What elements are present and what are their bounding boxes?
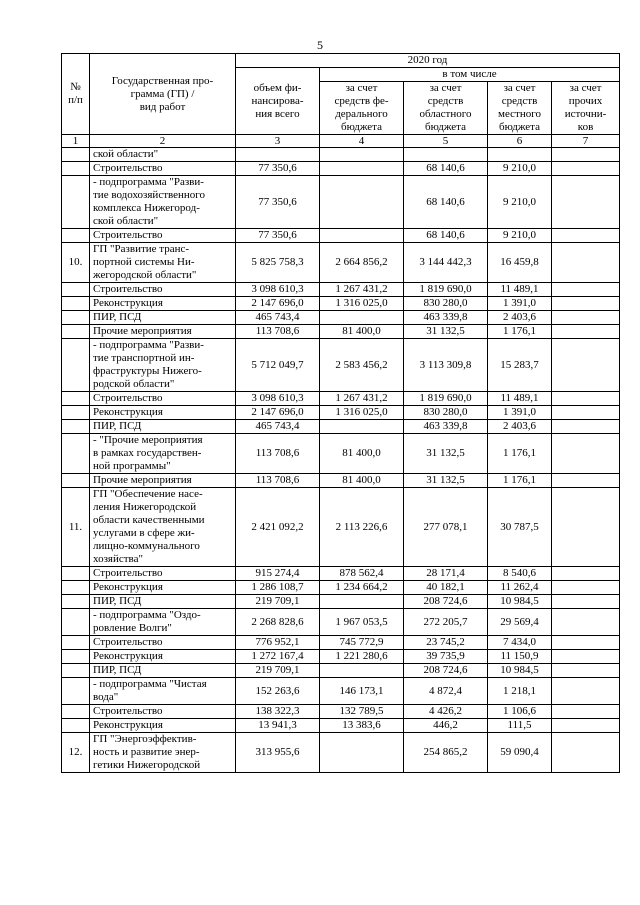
row-number xyxy=(62,434,90,474)
regional-amount: 463 339,8 xyxy=(404,420,488,434)
column-index-row xyxy=(62,135,620,148)
program-name: ПИР, ПСД xyxy=(90,311,236,325)
col-index: 6 xyxy=(488,135,552,148)
program-name: Строительство xyxy=(90,705,236,719)
financing-table xyxy=(61,53,620,773)
table-row xyxy=(62,434,620,474)
table-row xyxy=(62,678,620,705)
local-amount: 8 540,6 xyxy=(488,567,552,581)
program-name: ПИР, ПСД xyxy=(90,420,236,434)
program-name: Прочие мероприятия xyxy=(90,474,236,488)
row-number xyxy=(62,162,90,176)
local-amount: 111,5 xyxy=(488,719,552,733)
col-index: 1 xyxy=(62,135,90,148)
total-amount: 1 286 108,7 xyxy=(236,581,320,595)
local-amount: 16 459,8 xyxy=(488,243,552,283)
program-name: Строительство xyxy=(90,283,236,297)
total-amount: 2 421 092,2 xyxy=(236,488,320,567)
program-name: Строительство xyxy=(90,229,236,243)
table-row xyxy=(62,148,620,162)
local-amount: 9 210,0 xyxy=(488,176,552,229)
local-amount: 1 176,1 xyxy=(488,325,552,339)
local-amount: 1 218,1 xyxy=(488,678,552,705)
other-amount xyxy=(552,176,620,229)
other-amount xyxy=(552,474,620,488)
row-number xyxy=(62,339,90,392)
total-amount: 77 350,6 xyxy=(236,176,320,229)
regional-amount: 208 724,6 xyxy=(404,664,488,678)
federal-amount xyxy=(320,229,404,243)
regional-amount: 3 144 442,3 xyxy=(404,243,488,283)
total-amount: 113 708,6 xyxy=(236,474,320,488)
table-row xyxy=(62,339,620,392)
total-amount: 113 708,6 xyxy=(236,434,320,474)
other-amount xyxy=(552,325,620,339)
program-name: Строительство xyxy=(90,567,236,581)
total-amount: 5 825 758,3 xyxy=(236,243,320,283)
table-row xyxy=(62,488,620,567)
program-name: Строительство xyxy=(90,162,236,176)
table-row xyxy=(62,162,620,176)
row-number xyxy=(62,474,90,488)
row-number xyxy=(62,581,90,595)
federal-amount: 1 267 431,2 xyxy=(320,283,404,297)
federal-amount xyxy=(320,176,404,229)
total-amount: 313 955,6 xyxy=(236,733,320,773)
local-amount: 1 176,1 xyxy=(488,474,552,488)
federal-amount: 132 789,5 xyxy=(320,705,404,719)
header-year: 2020 год xyxy=(236,54,620,68)
table-row xyxy=(62,567,620,581)
row-number xyxy=(62,148,90,162)
local-amount: 29 569,4 xyxy=(488,609,552,636)
regional-amount: 446,2 xyxy=(404,719,488,733)
other-amount xyxy=(552,297,620,311)
other-amount xyxy=(552,705,620,719)
program-name: Прочие мероприятия xyxy=(90,325,236,339)
local-amount: 2 403,6 xyxy=(488,311,552,325)
total-amount: 152 263,6 xyxy=(236,678,320,705)
total-amount: 113 708,6 xyxy=(236,325,320,339)
row-number xyxy=(62,636,90,650)
local-amount: 1 106,6 xyxy=(488,705,552,719)
table-row xyxy=(62,243,620,283)
local-amount: 11 262,4 xyxy=(488,581,552,595)
program-name: Строительство xyxy=(90,392,236,406)
col-index: 3 xyxy=(236,135,320,148)
program-name: ПИР, ПСД xyxy=(90,595,236,609)
regional-amount: 31 132,5 xyxy=(404,325,488,339)
other-amount xyxy=(552,595,620,609)
regional-amount: 28 171,4 xyxy=(404,567,488,581)
table-row xyxy=(62,664,620,678)
regional-amount: 1 819 690,0 xyxy=(404,283,488,297)
total-amount: 5 712 049,7 xyxy=(236,339,320,392)
row-number: 12. xyxy=(62,733,90,773)
other-amount xyxy=(552,581,620,595)
row-number xyxy=(62,325,90,339)
program-name: ГП "Обеспечение насе- ления Нижегородской области качественными услугами в сфере жи- лищно-коммунального хозяйства" xyxy=(90,488,236,567)
header-total: объем фи- нансирова- ния всего xyxy=(236,68,320,135)
header-regional: за счет средств областного бюджета xyxy=(404,82,488,135)
table-row xyxy=(62,283,620,297)
program-name: ПИР, ПСД xyxy=(90,664,236,678)
federal-amount xyxy=(320,148,404,162)
regional-amount: 31 132,5 xyxy=(404,434,488,474)
total-amount: 1 272 167,4 xyxy=(236,650,320,664)
local-amount: 11 150,9 xyxy=(488,650,552,664)
header-local: за счет средств местного бюджета xyxy=(488,82,552,135)
federal-amount xyxy=(320,311,404,325)
federal-amount: 1 316 025,0 xyxy=(320,297,404,311)
other-amount xyxy=(552,488,620,567)
local-amount: 59 090,4 xyxy=(488,733,552,773)
row-number xyxy=(62,297,90,311)
row-number xyxy=(62,705,90,719)
local-amount: 9 210,0 xyxy=(488,162,552,176)
program-name: - подпрограмма "Чистая вода" xyxy=(90,678,236,705)
total-amount: 77 350,6 xyxy=(236,229,320,243)
regional-amount: 208 724,6 xyxy=(404,595,488,609)
total-amount: 2 147 696,0 xyxy=(236,297,320,311)
other-amount xyxy=(552,719,620,733)
other-amount xyxy=(552,311,620,325)
row-number xyxy=(62,406,90,420)
page-number: 5 xyxy=(317,38,323,52)
other-amount xyxy=(552,392,620,406)
federal-amount: 1 221 280,6 xyxy=(320,650,404,664)
federal-amount: 878 562,4 xyxy=(320,567,404,581)
table-row xyxy=(62,311,620,325)
regional-amount: 463 339,8 xyxy=(404,311,488,325)
header-program: Государственная про- грамма (ГП) / вид работ xyxy=(90,54,236,135)
table-row xyxy=(62,325,620,339)
row-number xyxy=(62,609,90,636)
other-amount xyxy=(552,406,620,420)
regional-amount: 40 182,1 xyxy=(404,581,488,595)
table-row xyxy=(62,176,620,229)
table-row xyxy=(62,636,620,650)
regional-amount: 39 735,9 xyxy=(404,650,488,664)
program-name: - подпрограмма "Оздо- ровление Волги" xyxy=(90,609,236,636)
regional-amount: 68 140,6 xyxy=(404,162,488,176)
federal-amount: 745 772,9 xyxy=(320,636,404,650)
row-number xyxy=(62,719,90,733)
other-amount xyxy=(552,650,620,664)
regional-amount: 277 078,1 xyxy=(404,488,488,567)
row-number xyxy=(62,283,90,297)
other-amount xyxy=(552,434,620,474)
local-amount: 9 210,0 xyxy=(488,229,552,243)
row-number xyxy=(62,678,90,705)
regional-amount: 31 132,5 xyxy=(404,474,488,488)
federal-amount xyxy=(320,664,404,678)
header-other: за счет прочих источни- ков xyxy=(552,82,620,135)
regional-amount: 272 205,7 xyxy=(404,609,488,636)
table-row xyxy=(62,392,620,406)
local-amount: 1 391,0 xyxy=(488,406,552,420)
table-row xyxy=(62,733,620,773)
federal-amount: 2 583 456,2 xyxy=(320,339,404,392)
total-amount: 138 322,3 xyxy=(236,705,320,719)
total-amount: 219 709,1 xyxy=(236,595,320,609)
program-name: - "Прочие мероприятия в рамках государствен- ной программы" xyxy=(90,434,236,474)
total-amount: 2 147 696,0 xyxy=(236,406,320,420)
table-row xyxy=(62,650,620,664)
other-amount xyxy=(552,420,620,434)
total-amount: 3 098 610,3 xyxy=(236,392,320,406)
row-number xyxy=(62,664,90,678)
federal-amount xyxy=(320,733,404,773)
other-amount xyxy=(552,733,620,773)
row-number xyxy=(62,176,90,229)
other-amount xyxy=(552,148,620,162)
regional-amount: 830 280,0 xyxy=(404,406,488,420)
program-name: Реконструкция xyxy=(90,581,236,595)
regional-amount: 4 872,4 xyxy=(404,678,488,705)
federal-amount: 2 113 226,6 xyxy=(320,488,404,567)
program-name: Реконструкция xyxy=(90,297,236,311)
row-number xyxy=(62,229,90,243)
federal-amount: 81 400,0 xyxy=(320,325,404,339)
total-amount: 219 709,1 xyxy=(236,664,320,678)
other-amount xyxy=(552,283,620,297)
regional-amount: 68 140,6 xyxy=(404,176,488,229)
federal-amount: 1 234 664,2 xyxy=(320,581,404,595)
federal-amount: 146 173,1 xyxy=(320,678,404,705)
local-amount: 11 489,1 xyxy=(488,283,552,297)
col-index: 5 xyxy=(404,135,488,148)
program-name: ской области" xyxy=(90,148,236,162)
local-amount: 30 787,5 xyxy=(488,488,552,567)
total-amount: 915 274,4 xyxy=(236,567,320,581)
table-row xyxy=(62,420,620,434)
total-amount xyxy=(236,148,320,162)
federal-amount: 1 967 053,5 xyxy=(320,609,404,636)
regional-amount: 4 426,2 xyxy=(404,705,488,719)
row-number xyxy=(62,311,90,325)
federal-amount xyxy=(320,162,404,176)
col-index: 2 xyxy=(90,135,236,148)
federal-amount xyxy=(320,595,404,609)
table-row xyxy=(62,406,620,420)
total-amount: 3 098 610,3 xyxy=(236,283,320,297)
program-name: - подпрограмма "Разви- тие водохозяйственного комплекса Нижегород- ской области" xyxy=(90,176,236,229)
program-name: ГП "Энергоэффектив- ность и развитие энер- гетики Нижегородской xyxy=(90,733,236,773)
regional-amount: 830 280,0 xyxy=(404,297,488,311)
table-row xyxy=(62,609,620,636)
total-amount: 465 743,4 xyxy=(236,420,320,434)
row-number xyxy=(62,595,90,609)
regional-amount xyxy=(404,148,488,162)
other-amount xyxy=(552,664,620,678)
local-amount: 10 984,5 xyxy=(488,595,552,609)
federal-amount: 13 383,6 xyxy=(320,719,404,733)
row-number: 10. xyxy=(62,243,90,283)
program-name: Реконструкция xyxy=(90,650,236,664)
table-row xyxy=(62,474,620,488)
local-amount: 15 283,7 xyxy=(488,339,552,392)
local-amount: 2 403,6 xyxy=(488,420,552,434)
other-amount xyxy=(552,339,620,392)
other-amount xyxy=(552,567,620,581)
total-amount: 13 941,3 xyxy=(236,719,320,733)
federal-amount: 2 664 856,2 xyxy=(320,243,404,283)
program-name: ГП "Развитие транс- портной системы Ни- жегородской области" xyxy=(90,243,236,283)
other-amount xyxy=(552,609,620,636)
table-row xyxy=(62,595,620,609)
local-amount xyxy=(488,148,552,162)
other-amount xyxy=(552,678,620,705)
other-amount xyxy=(552,162,620,176)
table-row xyxy=(62,719,620,733)
col-index: 7 xyxy=(552,135,620,148)
header-including: в том числе xyxy=(320,68,620,82)
table-row xyxy=(62,229,620,243)
local-amount: 7 434,0 xyxy=(488,636,552,650)
total-amount: 465 743,4 xyxy=(236,311,320,325)
table-row xyxy=(62,297,620,311)
local-amount: 10 984,5 xyxy=(488,664,552,678)
header-num: № п/п xyxy=(62,54,90,135)
other-amount xyxy=(552,636,620,650)
other-amount xyxy=(552,229,620,243)
regional-amount: 3 113 309,8 xyxy=(404,339,488,392)
row-number: 11. xyxy=(62,488,90,567)
regional-amount: 254 865,2 xyxy=(404,733,488,773)
program-name: Реконструкция xyxy=(90,719,236,733)
regional-amount: 68 140,6 xyxy=(404,229,488,243)
table-row xyxy=(62,581,620,595)
local-amount: 1 391,0 xyxy=(488,297,552,311)
total-amount: 2 268 828,6 xyxy=(236,609,320,636)
row-number xyxy=(62,420,90,434)
program-name: Реконструкция xyxy=(90,406,236,420)
federal-amount: 1 267 431,2 xyxy=(320,392,404,406)
row-number xyxy=(62,567,90,581)
federal-amount: 1 316 025,0 xyxy=(320,406,404,420)
total-amount: 776 952,1 xyxy=(236,636,320,650)
table-row xyxy=(62,705,620,719)
local-amount: 1 176,1 xyxy=(488,434,552,474)
header-federal: за счет средств фе- дерального бюджета xyxy=(320,82,404,135)
col-index: 4 xyxy=(320,135,404,148)
program-name: Строительство xyxy=(90,636,236,650)
row-number xyxy=(62,650,90,664)
other-amount xyxy=(552,243,620,283)
table-body xyxy=(62,148,620,773)
row-number xyxy=(62,392,90,406)
regional-amount: 1 819 690,0 xyxy=(404,392,488,406)
federal-amount xyxy=(320,420,404,434)
regional-amount: 23 745,2 xyxy=(404,636,488,650)
federal-amount: 81 400,0 xyxy=(320,474,404,488)
program-name: - подпрограмма "Разви- тие транспортной ин- фраструктуры Нижего- родской области" xyxy=(90,339,236,392)
federal-amount: 81 400,0 xyxy=(320,434,404,474)
local-amount: 11 489,1 xyxy=(488,392,552,406)
total-amount: 77 350,6 xyxy=(236,162,320,176)
